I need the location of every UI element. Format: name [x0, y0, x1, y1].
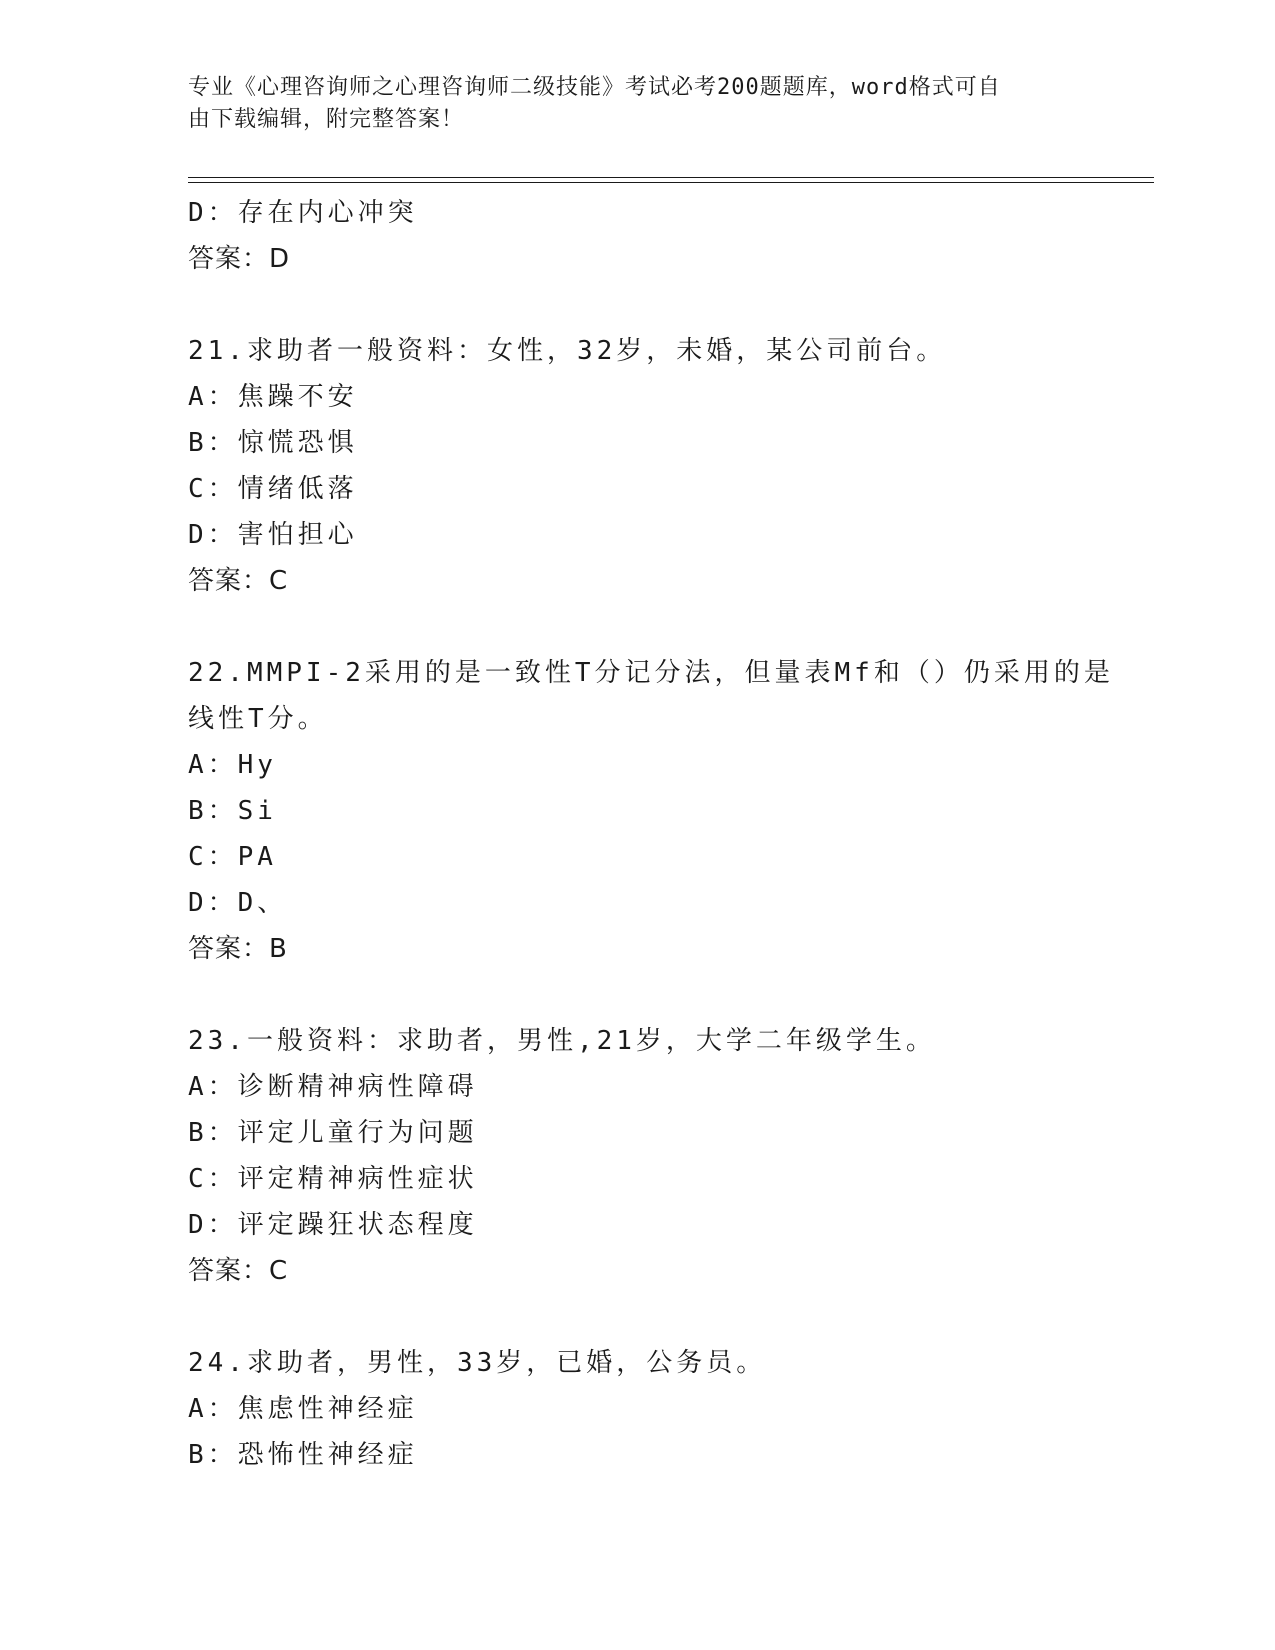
option-d: D：评定躁狂状态程度	[188, 1210, 478, 1240]
option-c: C：评定精神病性症状	[188, 1164, 478, 1194]
answer-line: 答案：C	[188, 566, 289, 596]
question-22	[188, 650, 1114, 972]
document-header	[188, 72, 1068, 136]
spacer	[188, 972, 1088, 1018]
question-stem: 22.MMPI-2采用的是一致性T分记分法，但量表Mf和（）仍采用的是	[188, 658, 1114, 688]
answer-line: 答案：D	[188, 244, 291, 274]
option-b: B：评定儿童行为问题	[188, 1118, 478, 1148]
spacer	[188, 604, 1088, 650]
option-d: D：存在内心冲突	[188, 198, 418, 228]
answer-line: 答案：B	[188, 934, 288, 964]
question-stem: 23.一般资料：求助者，男性,21岁，大学二年级学生。	[188, 1026, 936, 1056]
option-a: A：焦躁不安	[188, 382, 358, 412]
option-b: B：Si	[188, 796, 277, 826]
question-23	[188, 1018, 1088, 1294]
header-divider-bottom	[188, 182, 1154, 183]
option-a: A：诊断精神病性障碍	[188, 1072, 478, 1102]
option-c: C：情绪低落	[188, 474, 358, 504]
option-a: A：焦虑性神经症	[188, 1394, 418, 1424]
option-d: D：害怕担心	[188, 520, 358, 550]
question-stem-continued: 线性T分。	[188, 704, 328, 734]
question-21	[188, 328, 1088, 604]
option-d: D：D、	[188, 888, 288, 918]
option-c: C：PA	[188, 842, 277, 872]
option-b: B：惊慌恐惧	[188, 428, 358, 458]
option-a: A：Hy	[188, 750, 277, 780]
header-divider-top	[188, 177, 1154, 178]
header-line-2: 由下载编辑，附完整答案！	[188, 107, 465, 132]
question-stem: 21.求助者一般资料：女性，32岁，未婚，某公司前台。	[188, 336, 947, 366]
question-stem: 24.求助者，男性，33岁，已婚，公务员。	[188, 1348, 767, 1378]
question-24	[188, 1340, 1088, 1478]
option-b: B：恐怖性神经症	[188, 1440, 418, 1470]
spacer	[188, 282, 1088, 328]
question-list	[188, 190, 1114, 1478]
header-line-1: 专业《心理咨询师之心理咨询师二级技能》考试必考200题题库，word格式可自	[188, 75, 1001, 100]
spacer	[188, 1294, 1088, 1340]
answer-line: 答案：C	[188, 1256, 289, 1286]
